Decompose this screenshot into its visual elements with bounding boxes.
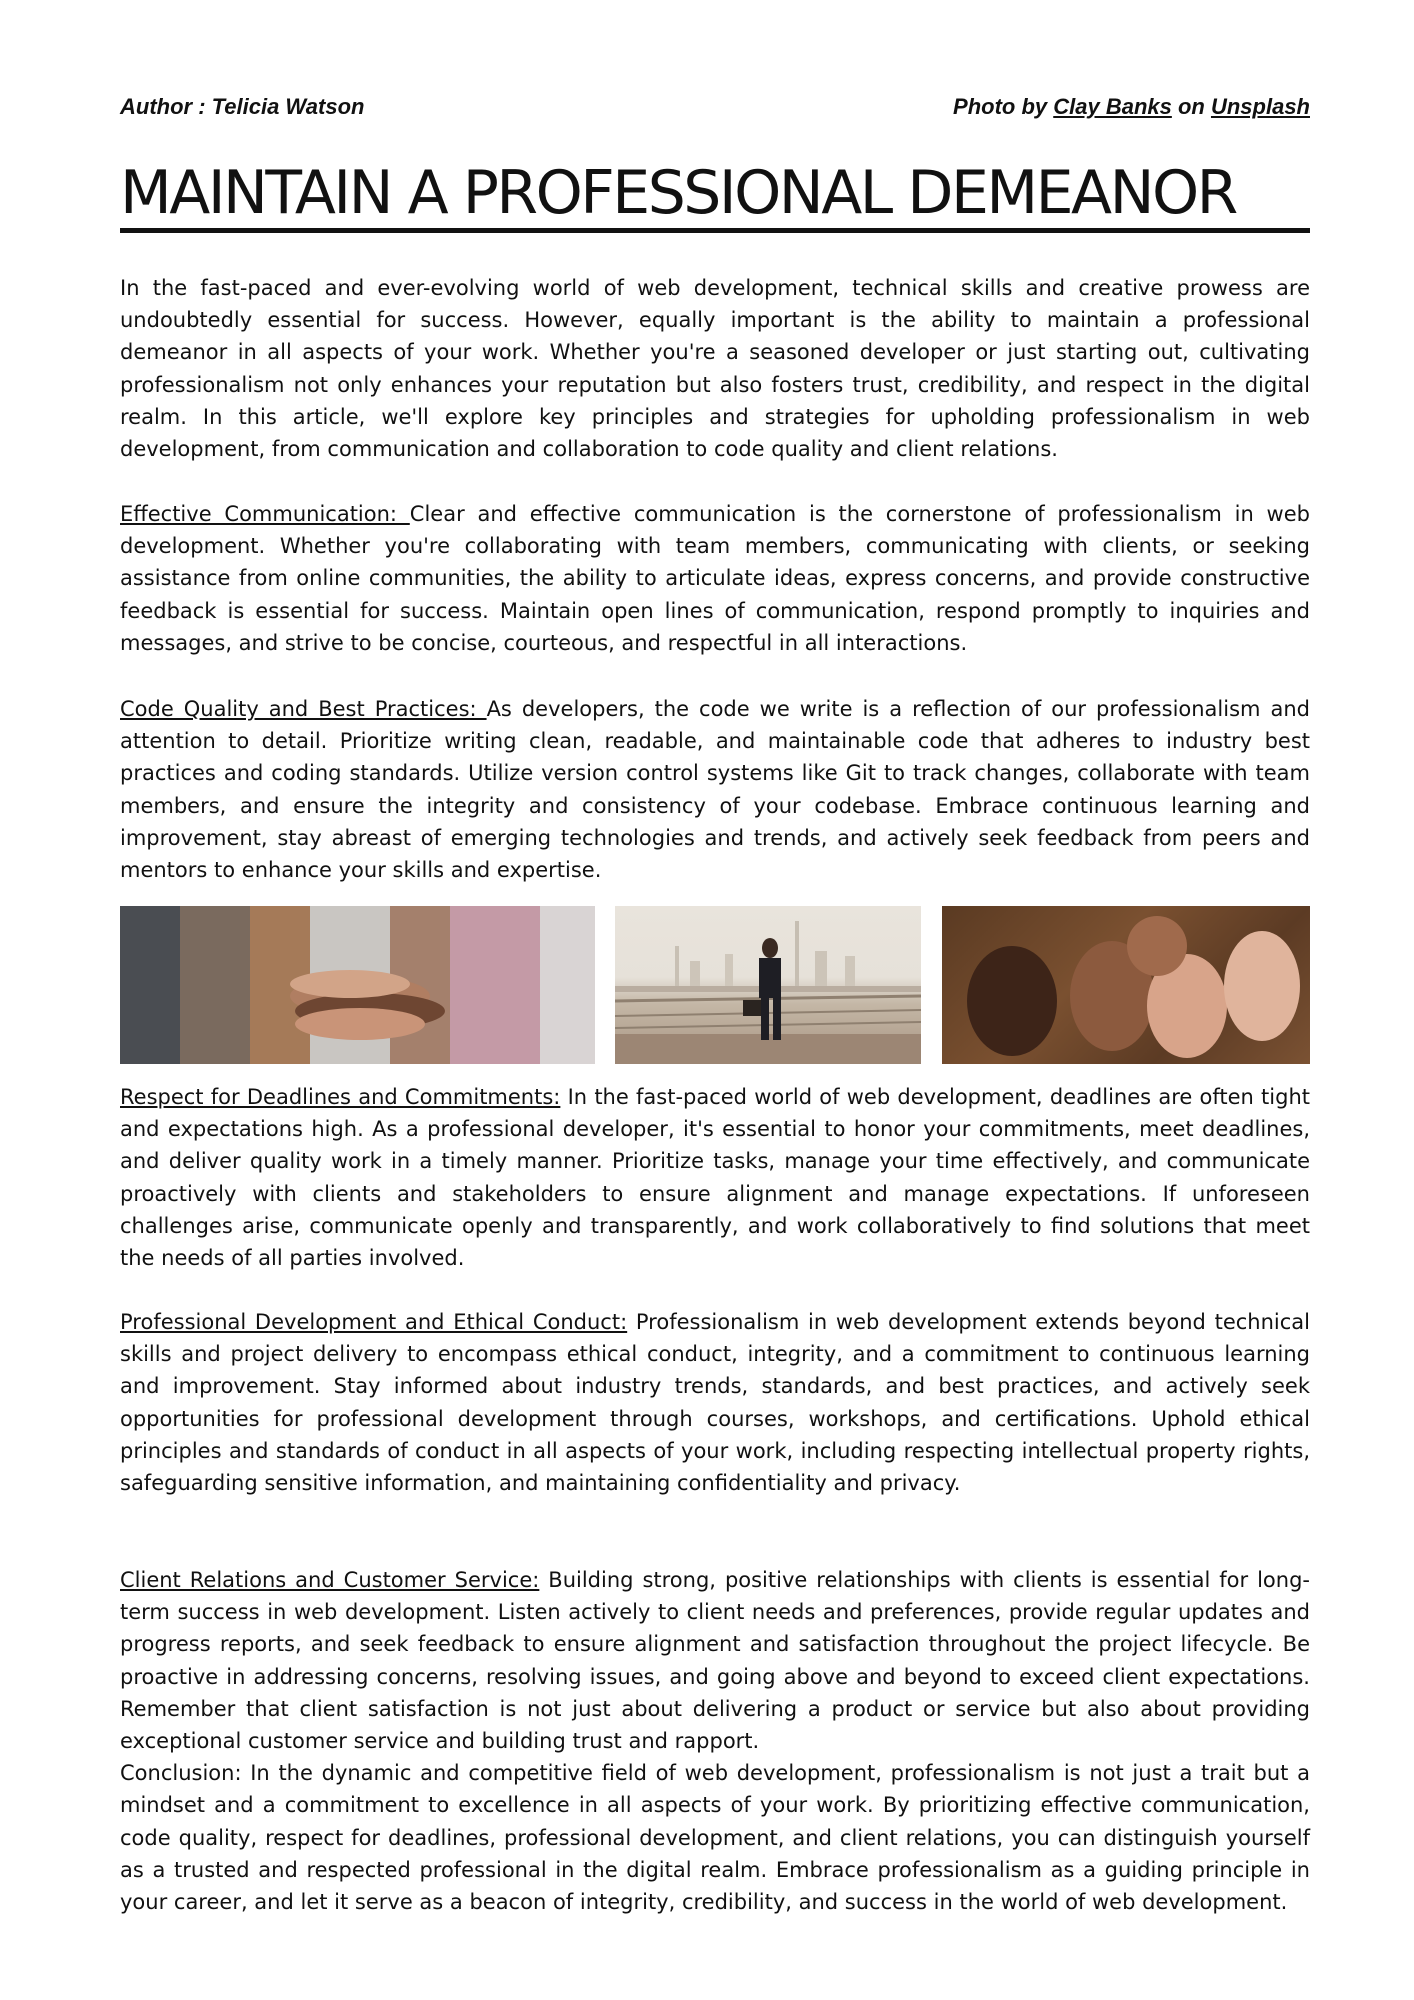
team-hands-photo: [120, 906, 595, 1064]
author-credit: Author : Telicia Watson: [120, 94, 365, 119]
client-relations-text: Building strong, positive relationships with clients is essential for long-term success in web development. Listen actively to client needs and preferences, provide regular updates and progress reports, and seek feedback to ensure alignment and satisfaction throughout the project lifecycle. Be proactive in addressing concerns, resolving issues, and going above and beyond to exceed client expectations. Remember that client satisfaction is not just about delivering a product or service but also about providing exceptional customer service and building trust and rapport.: [120, 1568, 1310, 1754]
communication-text: Clear and effective communication is the cornerstone of professionalism in web development. Whether you're collaborating with team members, communicating with clients, or seeking assistance from online communities, the ability to articulate ideas, express concerns, and provide constructive feedback is essential for success. Maintain open lines of communication, respond promptly to inquiries and messages, and strive to be concise, courteous, and respectful in all interactions.: [120, 502, 1310, 655]
deadlines-heading: Respect for Deadlines and Commitments:: [120, 1085, 561, 1109]
deadlines-text: In the fast-paced world of web development, deadlines are often tight and expectations high. As a professional developer, it's essential to honor your commitments, meet deadlines, and deliver quality work in a timely manner. Prioritize tasks, manage your time effectively, and communicate proactively with clients and stakeholders to ensure alignment and manage expectations. If unforeseen challenges arise, communicate openly and transparently, and work collaboratively to find solutions that meet the needs of all parties involved.: [120, 1085, 1311, 1271]
deadlines-section: [120, 1081, 1310, 1274]
deadlines-paragraph: [120, 1081, 1310, 1274]
unsplash-link[interactable]: Unsplash: [1210, 94, 1310, 119]
client-relations-section: [120, 1564, 1310, 1918]
communication-section: [120, 498, 1310, 659]
intro-text: In the fast-paced and ever-evolving world of web development, technical skills and creative prowess are undoubtedly essential for success. However, equally important is the ability to maintain a professional demeanor in all aspects of your work. Whether you're a seasoned developer or just starting out, cultivating professionalism not only enhances your reputation but also fosters trust, credibility, and respect in the digital realm. In this article, we'll explore key principles and strategies for upholding professionalism in web development, from communication and collaboration to code quality and client relations.: [120, 276, 1310, 462]
diverse-hands-photo: [942, 906, 1310, 1064]
article-meta: [120, 94, 1310, 124]
photo-credit: [953, 94, 1310, 120]
professional-development-section: [120, 1306, 1310, 1499]
photographer-link[interactable]: Clay Banks: [1053, 94, 1172, 119]
businessman-city-photo: [615, 906, 921, 1064]
photo-credit-prefix: Photo by: [953, 94, 1054, 119]
conclusion-paragraph: Conclusion: In the dynamic and competitive field of web development, professionalism is not just a trait but a mindset and a commitment to excellence in all aspects of your work. By prioritizing effective communication, code quality, respect for deadlines, professional development, and client relations, you can distinguish yourself as a trusted and respected professional in the digital realm. Embrace professionalism as a guiding principle in your career, and let it serve as a beacon of integrity, credibility, and success in the world of web development.: [120, 1761, 1310, 1915]
professional-development-text: Professionalism in web development extends beyond technical skills and project delivery to encompass ethical conduct, integrity, and a commitment to continuous learning and improvement. Stay informed about industry trends, standards, and best practices, and actively seek opportunities for professional development through courses, workshops, and certifications. Uphold ethical principles and standards of conduct in all aspects of your work, including respecting intellectual property rights, safeguarding sensitive information, and maintaining confidentiality and privacy.: [120, 1310, 1311, 1496]
photo-credit-mid: on: [1171, 94, 1211, 119]
code-quality-paragraph: [120, 693, 1310, 886]
page-title: MAINTAIN A PROFESSIONAL DEMEANOR: [120, 160, 1310, 233]
client-relations-heading: Client Relations and Customer Service:: [120, 1568, 540, 1592]
communication-paragraph: [120, 498, 1310, 659]
photo-strip: [120, 906, 1310, 1064]
intro-paragraph: [120, 272, 1310, 465]
professional-development-heading: Professional Development and Ethical Conduct:: [120, 1310, 628, 1334]
code-quality-heading: Code Quality and Best Practices:: [120, 697, 487, 721]
client-relations-paragraph: [120, 1564, 1310, 1757]
code-quality-text: As developers, the code we write is a reflection of our professionalism and attention to detail. Prioritize writing clean, readable, and maintainable code that adheres to industry best practices and coding standards. Utilize version control systems like Git to track changes, collaborate with team members, and ensure the integrity and consistency of your codebase. Embrace continuous learning and improvement, stay abreast of emerging technologies and trends, and actively seek feedback from peers and mentors to enhance your skills and expertise.: [120, 697, 1310, 883]
communication-heading: Effective Communication:: [120, 502, 410, 526]
code-quality-section: [120, 693, 1310, 886]
professional-development-paragraph: [120, 1306, 1310, 1499]
